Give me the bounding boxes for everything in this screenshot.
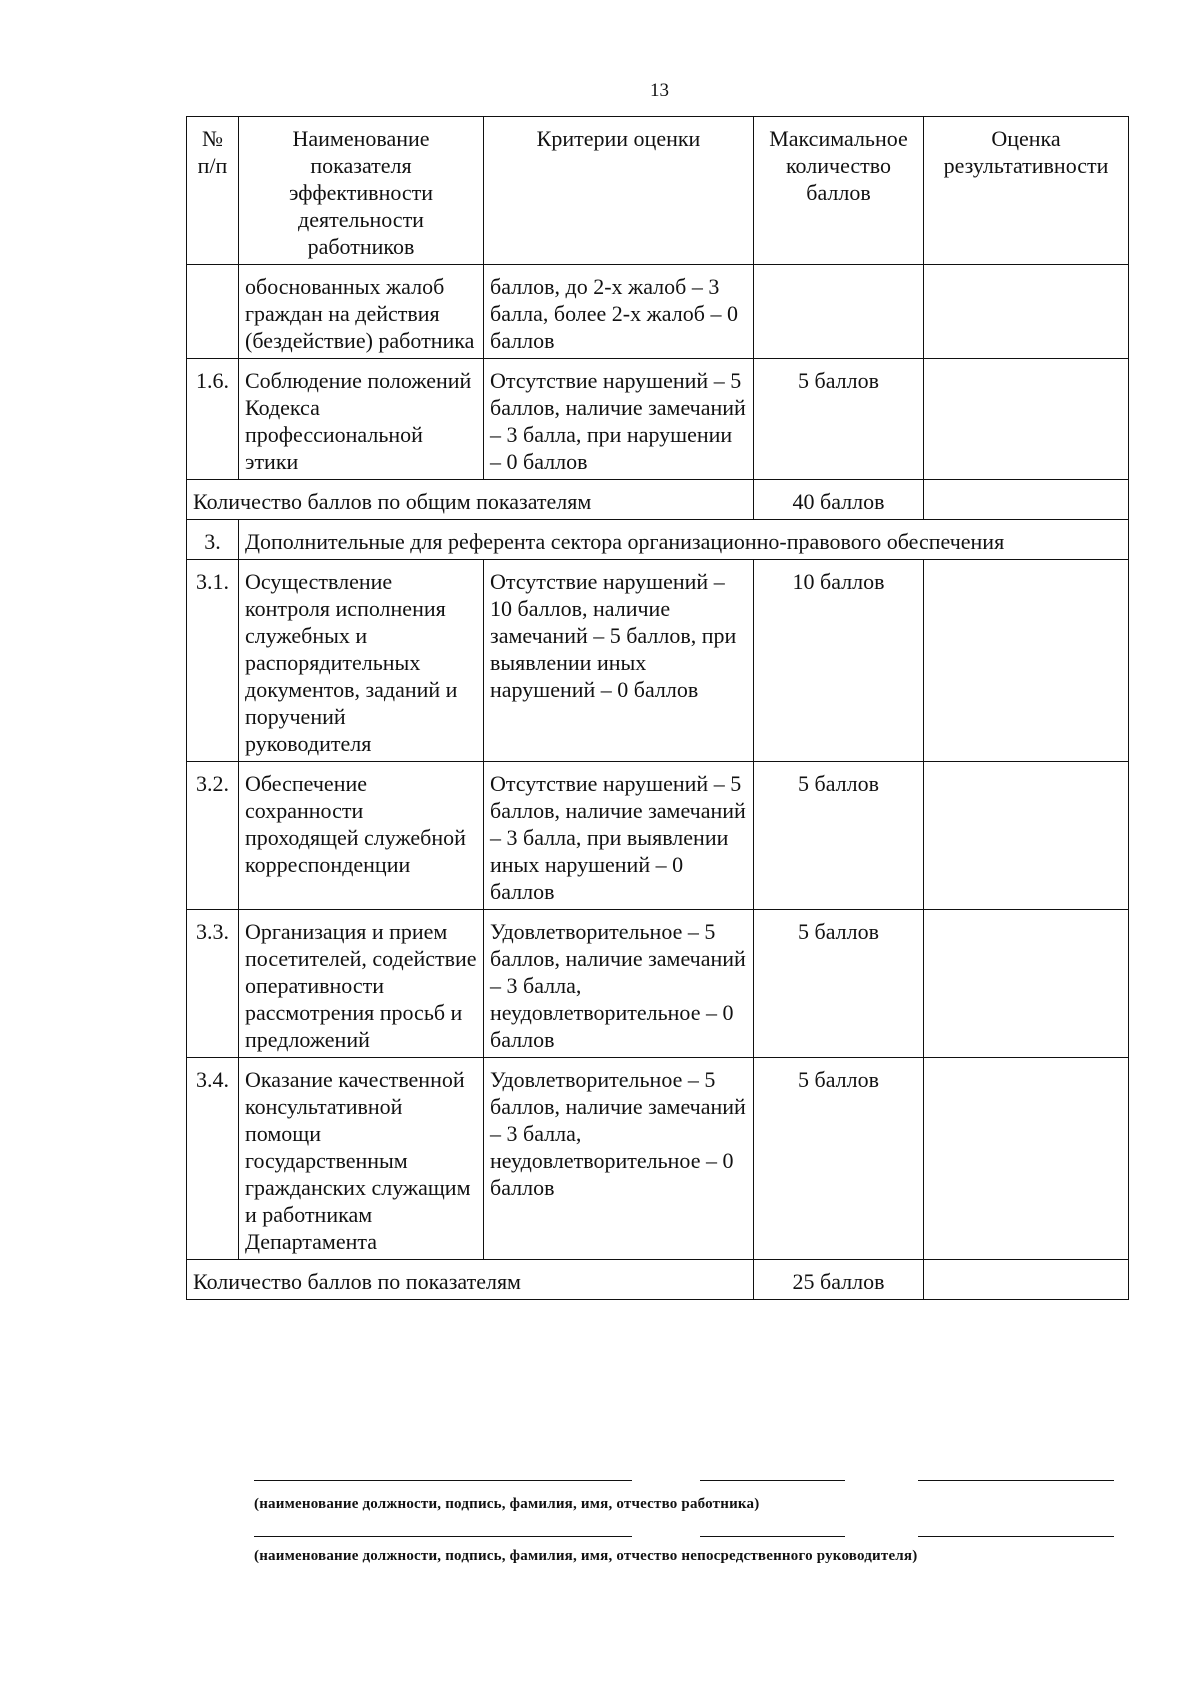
manager-signature-caption: (наименование должности, подпись, фамилия, имя, отчество непосредственного руководителя) (254, 1548, 918, 1564)
table-row (187, 910, 1129, 1058)
signature-line (918, 1536, 1114, 1537)
row-max-points: 5 баллов (754, 910, 924, 1058)
row-max-points: 5 баллов (754, 762, 924, 910)
row-indicator: Организация и прием посетителей, содействие оперативности рассмотрения просьб и предложений (239, 910, 484, 1058)
row-score (924, 359, 1129, 480)
row-max-points: 5 баллов (754, 359, 924, 480)
row-number (187, 265, 239, 359)
row-max-points (754, 265, 924, 359)
signature-line (700, 1480, 845, 1481)
table-row (187, 265, 1129, 359)
table-row (187, 359, 1129, 480)
row-criteria: Удовлетворительное – 5 баллов, наличие замечаний – 3 балла, неудовлетворительное – 0 баллов (484, 1058, 754, 1260)
total-score (924, 1260, 1129, 1300)
signature-line (700, 1536, 845, 1537)
row-criteria: Отсутствие нарушений – 5 баллов, наличие замечаний – 3 балла, при нарушении – 0 баллов (484, 359, 754, 480)
row-criteria: Отсутствие нарушений – 5 баллов, наличие замечаний – 3 балла, при выявлении иных нарушений – 0 баллов (484, 762, 754, 910)
row-indicator: Оказание качественной консультативной помощи государственным гражданских служащим и работникам Департамента (239, 1058, 484, 1260)
evaluation-table (186, 116, 1129, 1300)
row-score (924, 265, 1129, 359)
row-indicator: Осуществление контроля исполнения служебных и распорядительных документов, заданий и поручений руководителя (239, 560, 484, 762)
row-criteria: Удовлетворительное – 5 баллов, наличие замечаний – 3 балла, неудовлетворительное – 0 баллов (484, 910, 754, 1058)
total-max-points: 40 баллов (754, 480, 924, 520)
header-number: № п/п (187, 117, 239, 265)
page-number: 13 (650, 80, 669, 101)
row-max-points: 5 баллов (754, 1058, 924, 1260)
section-title: Дополнительные для референта сектора организационно-правового обеспечения (239, 520, 1129, 560)
total-row-section (187, 1260, 1129, 1300)
signature-line (254, 1536, 632, 1537)
total-max-points: 25 баллов (754, 1260, 924, 1300)
header-max-points: Максимальное количество баллов (754, 117, 924, 265)
row-score (924, 910, 1129, 1058)
row-criteria: Отсутствие нарушений – 10 баллов, наличие замечаний – 5 баллов, при выявлении иных нарушений – 0 баллов (484, 560, 754, 762)
employee-signature-caption: (наименование должности, подпись, фамилия, имя, отчество работника) (254, 1496, 760, 1512)
row-number: 1.6. (187, 359, 239, 480)
table-row (187, 560, 1129, 762)
header-score: Оценка результативности (924, 117, 1129, 265)
section-number: 3. (187, 520, 239, 560)
total-score (924, 480, 1129, 520)
table-row (187, 1058, 1129, 1260)
section-row (187, 520, 1129, 560)
row-criteria: баллов, до 2-х жалоб – 3 балла, более 2-х жалоб – 0 баллов (484, 265, 754, 359)
table-row (187, 762, 1129, 910)
row-max-points: 10 баллов (754, 560, 924, 762)
row-number: 3.4. (187, 1058, 239, 1260)
table-header-row (187, 117, 1129, 265)
row-score (924, 560, 1129, 762)
row-number: 3.2. (187, 762, 239, 910)
header-indicator: Наименование показателя эффективности деятельности работников (239, 117, 484, 265)
row-indicator: Обеспечение сохранности проходящей служебной корреспонденции (239, 762, 484, 910)
header-criteria: Критерии оценки (484, 117, 754, 265)
row-score (924, 1058, 1129, 1260)
row-score (924, 762, 1129, 910)
row-number: 3.3. (187, 910, 239, 1058)
signature-line (918, 1480, 1114, 1481)
total-row-general (187, 480, 1129, 520)
row-indicator: обоснованных жалоб граждан на действия (бездействие) работника (239, 265, 484, 359)
total-label: Количество баллов по показателям (187, 1260, 754, 1300)
signature-line (254, 1480, 632, 1481)
total-label: Количество баллов по общим показателям (187, 480, 754, 520)
row-number: 3.1. (187, 560, 239, 762)
row-indicator: Соблюдение положений Кодекса профессиональной этики (239, 359, 484, 480)
